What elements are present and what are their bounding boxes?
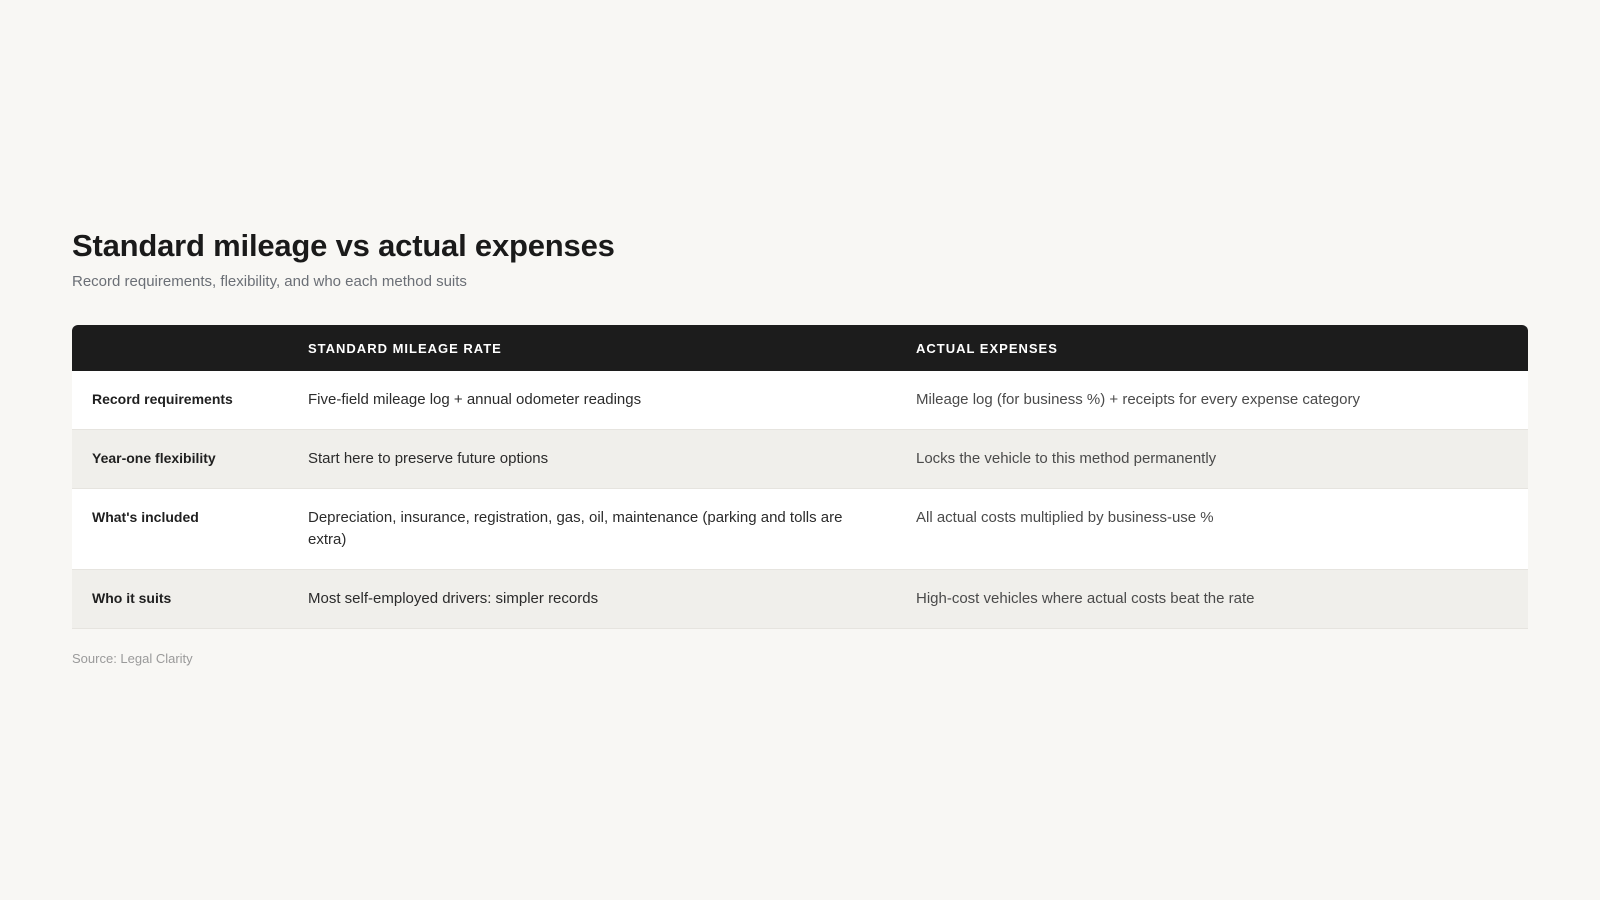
source-note: Source: Legal Clarity [72,651,193,666]
cell-standard: Five-field mileage log + annual odometer readings [288,371,896,430]
cell-standard: Start here to preserve future options [288,430,896,489]
chart-title: Standard mileage vs actual expenses [72,228,615,263]
cell-actual: Mileage log (for business %) + receipts for every expense category [896,371,1528,430]
table-row [72,430,1528,489]
table-header-row [72,325,1528,371]
header-cell-standard: STANDARD MILEAGE RATE [288,325,896,371]
table-row [72,371,1528,430]
header-cell-label [72,325,288,371]
row-label: What's included [72,489,288,570]
row-label: Record requirements [72,371,288,430]
cell-standard: Depreciation, insurance, registration, gas, oil, maintenance (parking and tolls are extra) [288,489,896,570]
table-row [72,570,1528,629]
cell-actual: Locks the vehicle to this method permanently [896,430,1528,489]
header-cell-actual: ACTUAL EXPENSES [896,325,1528,371]
cell-actual: High-cost vehicles where actual costs beat the rate [896,570,1528,629]
row-label: Who it suits [72,570,288,629]
row-label: Year-one flexibility [72,430,288,489]
comparison-table [72,325,1528,629]
table-row [72,489,1528,570]
cell-standard: Most self-employed drivers: simpler records [288,570,896,629]
cell-actual: All actual costs multiplied by business-use % [896,489,1528,570]
table-figure [72,226,1528,666]
chart-subtitle: Record requirements, flexibility, and who each method suits [72,273,467,290]
